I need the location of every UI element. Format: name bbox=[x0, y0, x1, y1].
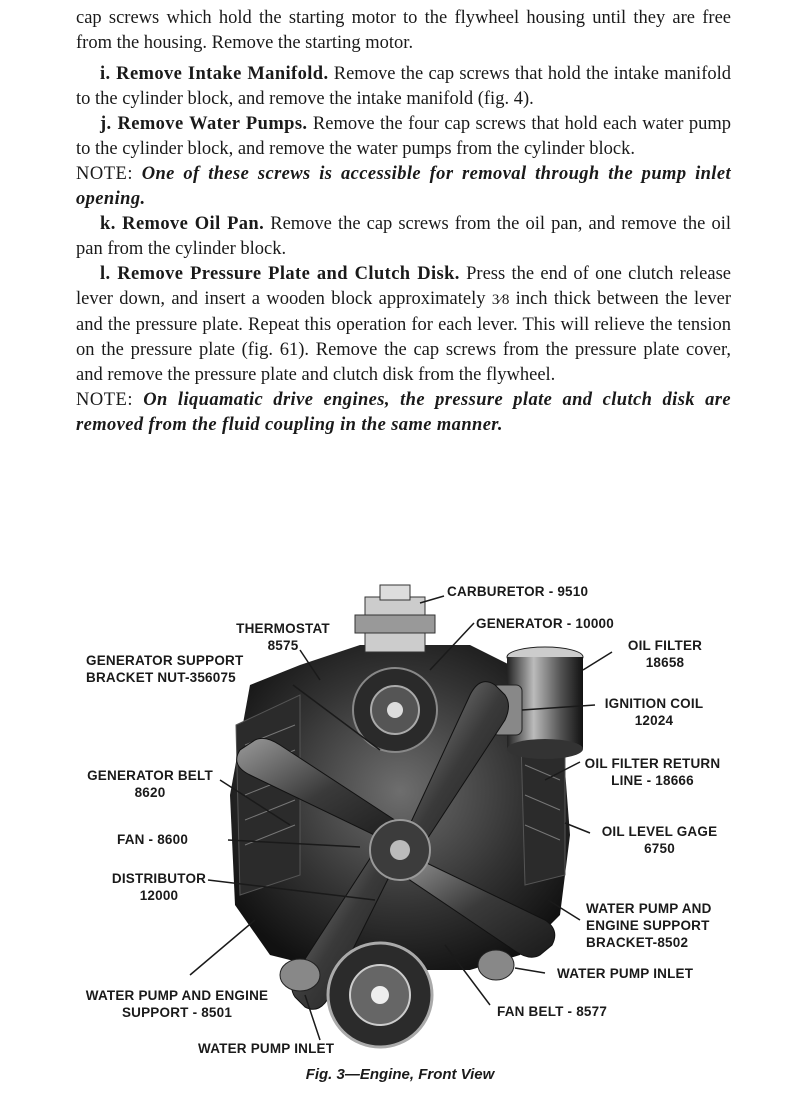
label-thermostat bbox=[228, 620, 338, 654]
label-wp-bracket-line1: WATER PUMP AND bbox=[586, 901, 712, 916]
paragraph-j bbox=[76, 112, 731, 162]
carburetor bbox=[355, 585, 435, 652]
note-liquamatic bbox=[76, 388, 731, 438]
paragraph-j-body: Remove the four cap screws that hold each water pump to the cylinder block, and remove the water pumps from the cylinder block. bbox=[76, 114, 731, 159]
heading-remove-pressure-plate: l. Remove Pressure Plate and Clutch Disk. bbox=[100, 264, 460, 284]
label-oil-gage-name: OIL LEVEL GAGE bbox=[601, 824, 718, 839]
note-pump-inlet bbox=[76, 162, 731, 212]
label-wp-bracket-line2: ENGINE SUPPORT bbox=[586, 918, 710, 933]
label-distributor-name: DISTRIBUTOR bbox=[111, 871, 207, 886]
label-fan-belt: FAN BELT - 8577 bbox=[497, 1004, 608, 1019]
label-wp-bracket-line3: BRACKET-8502 bbox=[586, 935, 689, 950]
engine-figure bbox=[0, 575, 800, 1075]
paragraph-l bbox=[76, 262, 731, 388]
label-generator-belt bbox=[84, 767, 216, 801]
label-ignition-coil-name: IGNITION COIL bbox=[604, 696, 704, 711]
heading-remove-oil-pan: k. Remove Oil Pan. bbox=[100, 214, 265, 234]
label-thermostat-number: 8575 bbox=[267, 638, 299, 653]
label-oil-return-line1: OIL FILTER RETURN bbox=[584, 756, 721, 771]
fraction: 3⁄8 bbox=[491, 292, 510, 308]
label-generator-support bbox=[86, 652, 243, 686]
label-distributor-number: 12000 bbox=[139, 888, 179, 903]
paragraph-k bbox=[76, 212, 731, 262]
label-generator-belt-number: 8620 bbox=[134, 785, 166, 800]
label-oil-filter-number: 18658 bbox=[645, 655, 685, 670]
note-body: On liquamatic drive engines, the pressure plate and clutch disk are removed from the fluid coupling in the same manner. bbox=[76, 390, 731, 435]
label-ignition-coil bbox=[594, 695, 714, 729]
paragraph-l-body-2: inch thick between the lever and the pressure plate. Repeat this operation for each lever. This will relieve the tension on the pressure plate (fig. 61). Remove the cap screws from the pressure plate cover, and remove the pressure plate and clutch disk from the flywheel. bbox=[76, 289, 731, 385]
note-label: NOTE: bbox=[76, 390, 144, 410]
label-generator-belt-name: GENERATOR BELT bbox=[87, 768, 213, 783]
label-water-pump-bracket bbox=[586, 900, 712, 951]
label-ignition-coil-number: 12024 bbox=[634, 713, 674, 728]
paragraph-k-body: Remove the cap screws from the oil pan, and remove the oil pan from the cylinder block. bbox=[76, 214, 731, 259]
crankshaft-pulley bbox=[328, 943, 432, 1047]
paragraph-i bbox=[76, 62, 731, 112]
figure-caption: Fig. 3—Engine, Front View bbox=[305, 1066, 495, 1083]
paragraph-l-body-1: Press the end of one clutch release lever down, and insert a wooden block approximately bbox=[76, 264, 731, 309]
label-generator: GENERATOR - 10000 bbox=[476, 616, 614, 631]
label-water-pump-support bbox=[74, 987, 280, 1021]
label-oil-filter-name: OIL FILTER bbox=[627, 638, 703, 653]
label-carburetor: CARBURETOR - 9510 bbox=[447, 584, 589, 599]
note-label: NOTE: bbox=[76, 164, 142, 184]
heading-remove-water-pumps: j. Remove Water Pumps. bbox=[100, 114, 308, 134]
label-oil-gage-number: 6750 bbox=[644, 841, 675, 856]
body-text bbox=[76, 6, 731, 438]
label-oil-return-line2: LINE - 18666 bbox=[611, 773, 694, 788]
paragraph-i-body: Remove the cap screws that hold the intake manifold to the cylinder block, and remove the intake manifold (fig. 4). bbox=[76, 64, 731, 109]
label-oil-level-gage bbox=[597, 823, 722, 857]
label-oil-filter bbox=[610, 637, 720, 671]
label-thermostat-name: THERMOSTAT bbox=[236, 621, 330, 636]
heading-remove-intake-manifold: i. Remove Intake Manifold. bbox=[100, 64, 329, 84]
label-distributor bbox=[108, 870, 210, 904]
note-body: One of these screws is accessible for removal through the pump inlet opening. bbox=[76, 164, 732, 209]
label-water-pump-inlet-bottom: WATER PUMP INLET bbox=[198, 1041, 335, 1056]
label-oil-filter-return bbox=[580, 755, 725, 789]
label-fan: FAN - 8600 bbox=[117, 832, 189, 847]
label-wp-support-line1: WATER PUMP AND ENGINE bbox=[85, 988, 269, 1003]
label-water-pump-inlet-right: WATER PUMP INLET bbox=[557, 966, 694, 981]
intro-text: cap screws which hold the starting motor to the flywheel housing until they are free from the housing. Remove the starting motor. bbox=[76, 8, 731, 53]
label-gen-support-line2: BRACKET NUT-356075 bbox=[86, 670, 236, 685]
label-wp-support-line2: SUPPORT - 8501 bbox=[121, 1005, 233, 1020]
paragraph-intro bbox=[76, 6, 731, 56]
label-gen-support-line1: GENERATOR SUPPORT bbox=[86, 653, 244, 668]
